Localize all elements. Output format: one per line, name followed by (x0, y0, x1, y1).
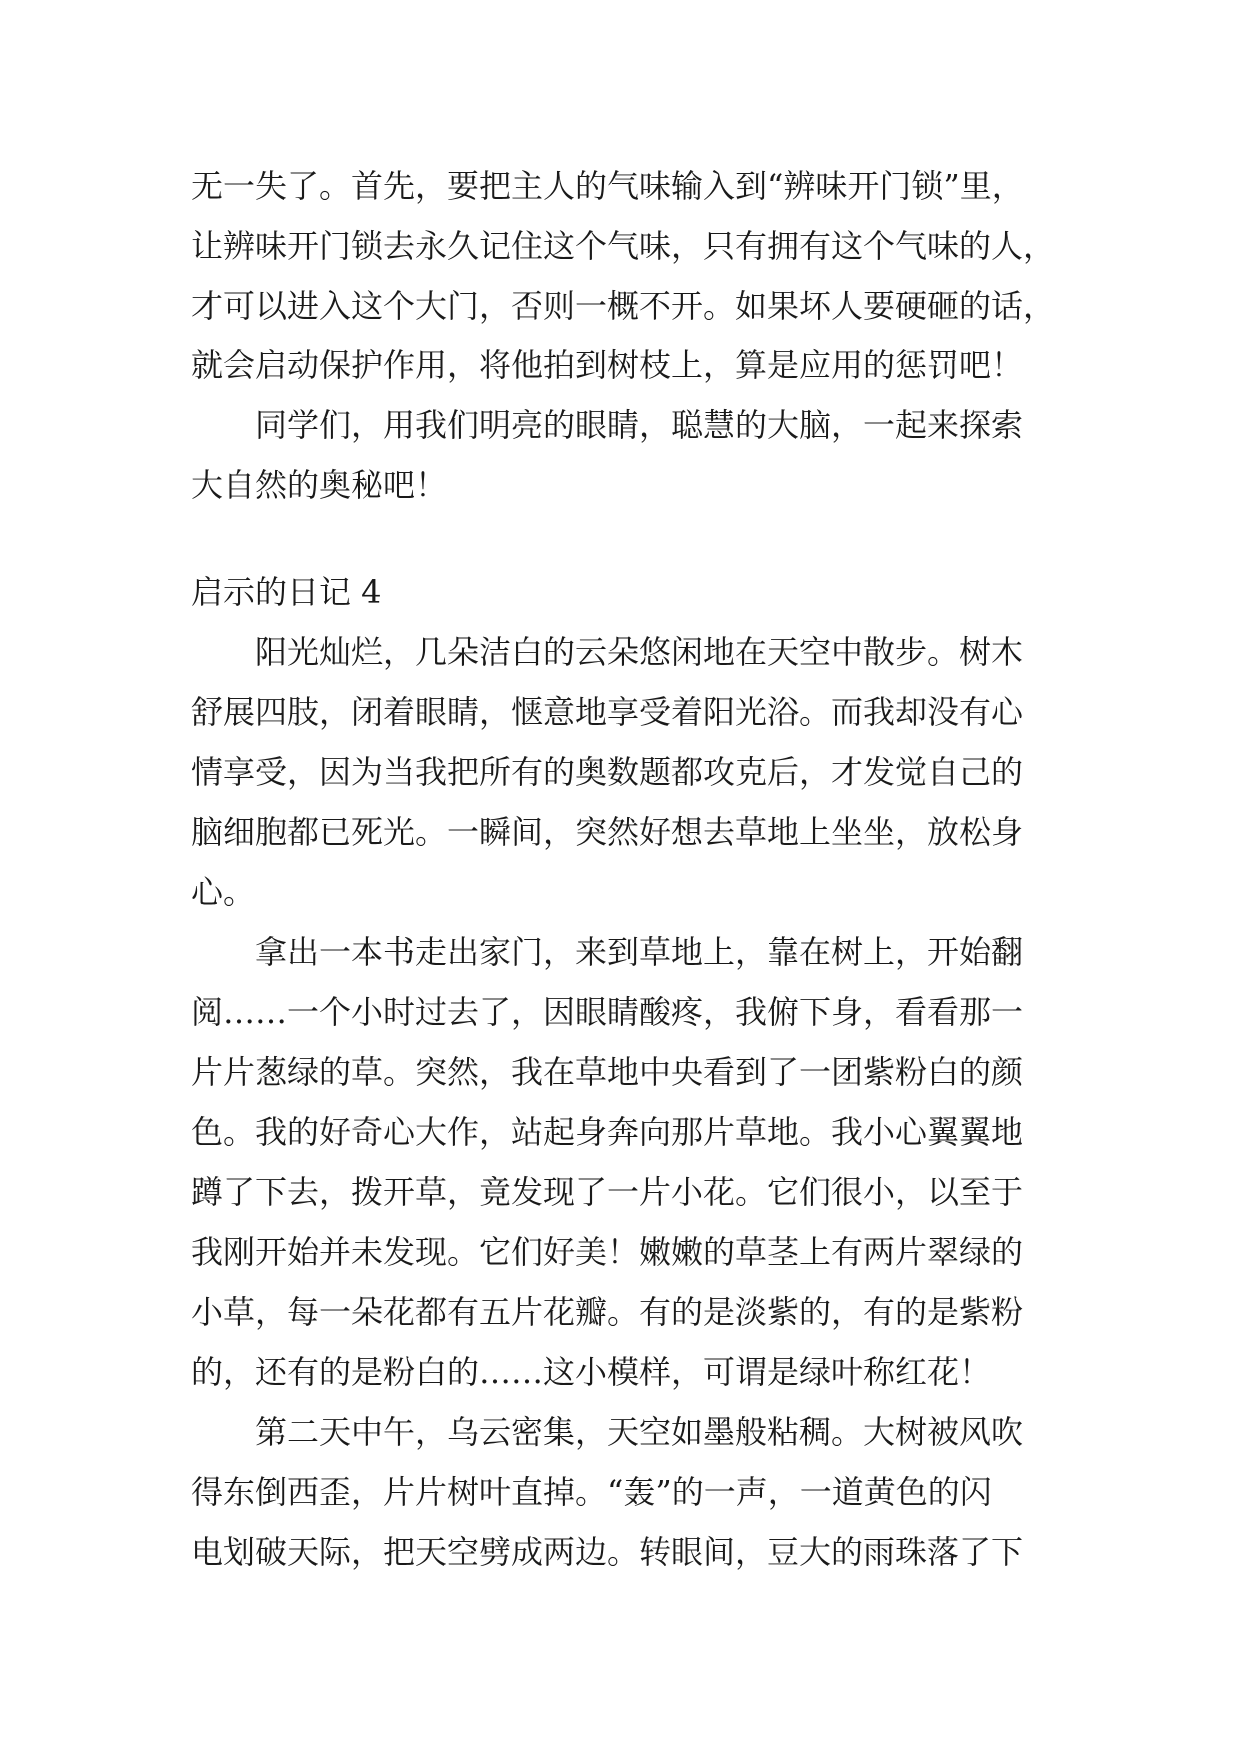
text-line: 小草，每一朵花都有五片花瓣。有的是淡紫的，有的是紫粉 (191, 1293, 1024, 1331)
text-line: 就会启动保护作用，将他拍到树枝上，算是应用的惩罚吧！ (191, 346, 1024, 384)
text-line: 让辨味开门锁去永久记住这个气味，只有拥有这个气味的人， (191, 227, 1056, 265)
text-line: 阳光灿烂，几朵洁白的云朵悠闲地在天空中散步。树木 (191, 633, 1024, 671)
text-line: 脑细胞都已死光。一瞬间，突然好想去草地上坐坐，放松身 (191, 813, 1024, 851)
text-line: 的，还有的是粉白的……这小模样，可谓是绿叶称红花！ (191, 1353, 992, 1391)
text-line: 片片葱绿的草。突然，我在草地中央看到了一团紫粉白的颜 (191, 1053, 1024, 1091)
text-line: 拿出一本书走出家门，来到草地上，靠在树上，开始翻 (191, 933, 1024, 971)
text-line: 同学们，用我们明亮的眼睛，聪慧的大脑，一起来探索 (191, 406, 1024, 444)
text-line: 电划破天际，把天空劈成两边。转眼间，豆大的雨珠落了下 (191, 1533, 1024, 1571)
section-title: 启示的日记 4 (191, 573, 382, 611)
text-line: 我刚开始并未发现。它们好美！嫩嫩的草茎上有两片翠绿的 (191, 1233, 1024, 1271)
text-line: 舒展四肢，闭着眼睛，惬意地享受着阳光浴。而我却没有心 (191, 693, 1024, 731)
text-line: 才可以进入这个大门，否则一概不开。如果坏人要硬砸的话， (191, 287, 1056, 325)
text-line: 大自然的奥秘吧！ (191, 466, 448, 504)
text-line: 阅……一个小时过去了，因眼睛酸疼，我俯下身，看看那一 (191, 993, 1024, 1031)
text-line: 色。我的好奇心大作，站起身奔向那片草地。我小心翼翼地 (191, 1113, 1024, 1151)
text-line: 得东倒西歪，片片树叶直掉。“轰”的一声，一道黄色的闪 (191, 1473, 992, 1511)
text-line: 情享受，因为当我把所有的奥数题都攻克后，才发觉自己的 (191, 753, 1024, 791)
text-line: 第二天中午，乌云密集，天空如墨般粘稠。大树被风吹 (191, 1413, 1024, 1451)
text-line: 心。 (191, 873, 256, 911)
text-line: 蹲了下去，拨开草，竟发现了一片小花。它们很小，以至于 (191, 1173, 1024, 1211)
text-line: 无一失了。首先，要把主人的气味输入到“辨味开门锁”里， (191, 167, 1024, 205)
